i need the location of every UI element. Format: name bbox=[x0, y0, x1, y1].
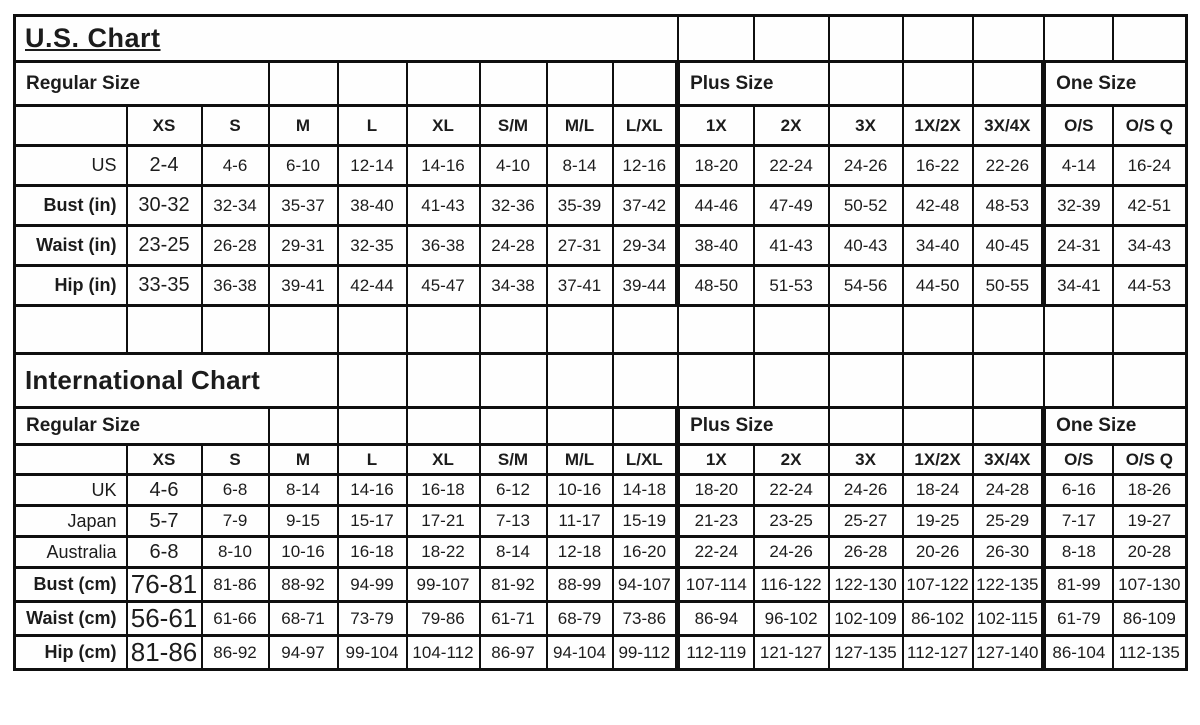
empty-cell bbox=[547, 306, 613, 354]
value-cell: 10-16 bbox=[547, 475, 613, 506]
value-cell: 50-52 bbox=[829, 186, 903, 226]
value-cell: 107-114 bbox=[678, 568, 754, 602]
value-cell: 42-48 bbox=[903, 186, 973, 226]
size-header-3x: 3X bbox=[829, 106, 903, 146]
us-plus-size-label: Plus Size bbox=[678, 62, 829, 106]
empty-cell bbox=[754, 354, 829, 408]
empty-cell bbox=[829, 16, 903, 62]
us-one-size-label: One Size bbox=[1044, 62, 1187, 106]
value-cell: 40-45 bbox=[973, 226, 1044, 266]
value-cell: 40-43 bbox=[829, 226, 903, 266]
value-cell: 44-53 bbox=[1113, 266, 1187, 306]
empty-cell bbox=[829, 354, 903, 408]
size-header-xs: XS bbox=[127, 445, 202, 475]
table-row-hip-in bbox=[15, 266, 1187, 306]
empty-cell bbox=[1113, 16, 1187, 62]
value-cell: 4-10 bbox=[480, 146, 547, 186]
value-cell: 102-109 bbox=[829, 602, 903, 636]
value-cell: 34-38 bbox=[480, 266, 547, 306]
size-header-m: M bbox=[269, 445, 338, 475]
empty-cell bbox=[338, 306, 407, 354]
table-row-us bbox=[15, 146, 1187, 186]
table-row-waist-in bbox=[15, 226, 1187, 266]
value-cell: 35-39 bbox=[547, 186, 613, 226]
value-cell: 61-66 bbox=[202, 602, 269, 636]
empty-cell bbox=[202, 306, 269, 354]
empty-cell bbox=[1113, 354, 1187, 408]
row-label: Hip (in) bbox=[15, 266, 127, 306]
table-row-bust-cm bbox=[15, 568, 1187, 602]
value-cell: 22-26 bbox=[973, 146, 1044, 186]
empty-cell bbox=[973, 16, 1044, 62]
value-cell: 26-30 bbox=[973, 537, 1044, 568]
value-cell: 26-28 bbox=[829, 537, 903, 568]
value-cell: 8-10 bbox=[202, 537, 269, 568]
empty-cell bbox=[1044, 16, 1113, 62]
table-row-uk bbox=[15, 475, 1187, 506]
empty-cell bbox=[829, 408, 903, 445]
value-cell: 7-17 bbox=[1044, 506, 1113, 537]
value-cell: 94-104 bbox=[547, 636, 613, 670]
value-cell: 15-19 bbox=[613, 506, 678, 537]
value-cell: 12-14 bbox=[338, 146, 407, 186]
value-cell: 2-4 bbox=[127, 146, 202, 186]
value-cell: 48-53 bbox=[973, 186, 1044, 226]
value-cell: 35-37 bbox=[269, 186, 338, 226]
value-cell: 81-86 bbox=[202, 568, 269, 602]
value-cell: 30-32 bbox=[127, 186, 202, 226]
empty-cell bbox=[1044, 306, 1113, 354]
value-cell: 51-53 bbox=[754, 266, 829, 306]
empty-cell bbox=[754, 16, 829, 62]
value-cell: 116-122 bbox=[754, 568, 829, 602]
value-cell: 24-26 bbox=[829, 146, 903, 186]
value-cell: 32-35 bbox=[338, 226, 407, 266]
value-cell: 16-22 bbox=[903, 146, 973, 186]
value-cell: 56-61 bbox=[127, 602, 202, 636]
size-header-1x-2x: 1X/2X bbox=[903, 445, 973, 475]
value-cell: 36-38 bbox=[407, 226, 480, 266]
empty-cell bbox=[407, 354, 480, 408]
value-cell: 19-25 bbox=[903, 506, 973, 537]
value-cell: 32-36 bbox=[480, 186, 547, 226]
value-cell: 127-140 bbox=[973, 636, 1044, 670]
value-cell: 8-14 bbox=[269, 475, 338, 506]
value-cell: 96-102 bbox=[754, 602, 829, 636]
value-cell: 79-86 bbox=[407, 602, 480, 636]
value-cell: 6-8 bbox=[127, 537, 202, 568]
international-chart-section bbox=[15, 354, 1187, 670]
value-cell: 99-104 bbox=[338, 636, 407, 670]
row-label: Hip (cm) bbox=[15, 636, 127, 670]
row-label: UK bbox=[15, 475, 127, 506]
value-cell: 86-97 bbox=[480, 636, 547, 670]
empty-cell bbox=[973, 62, 1044, 106]
value-cell: 23-25 bbox=[754, 506, 829, 537]
us-chart-section bbox=[15, 16, 1187, 354]
empty-cell bbox=[547, 62, 613, 106]
empty-cell bbox=[829, 306, 903, 354]
size-header-1x: 1X bbox=[678, 445, 754, 475]
empty-cell bbox=[338, 354, 407, 408]
intl-size-header-row bbox=[15, 445, 1187, 475]
value-cell: 86-94 bbox=[678, 602, 754, 636]
value-cell: 107-122 bbox=[903, 568, 973, 602]
value-cell: 26-28 bbox=[202, 226, 269, 266]
size-header-s-m: S/M bbox=[480, 445, 547, 475]
value-cell: 32-34 bbox=[202, 186, 269, 226]
empty-cell bbox=[903, 354, 973, 408]
empty-cell bbox=[407, 306, 480, 354]
value-cell: 50-55 bbox=[973, 266, 1044, 306]
empty-cell bbox=[1113, 306, 1187, 354]
value-cell: 29-31 bbox=[269, 226, 338, 266]
value-cell: 73-79 bbox=[338, 602, 407, 636]
value-cell: 38-40 bbox=[338, 186, 407, 226]
table-row-australia bbox=[15, 537, 1187, 568]
value-cell: 16-18 bbox=[338, 537, 407, 568]
value-cell: 11-17 bbox=[547, 506, 613, 537]
empty-cell bbox=[480, 354, 547, 408]
value-cell: 54-56 bbox=[829, 266, 903, 306]
empty-cell bbox=[973, 306, 1044, 354]
size-header-s-m: S/M bbox=[480, 106, 547, 146]
empty-cell bbox=[829, 62, 903, 106]
value-cell: 34-41 bbox=[1044, 266, 1113, 306]
intl-plus-size-label: Plus Size bbox=[678, 408, 829, 445]
value-cell: 86-104 bbox=[1044, 636, 1113, 670]
value-cell: 4-14 bbox=[1044, 146, 1113, 186]
size-header-l-xl: L/XL bbox=[613, 106, 678, 146]
value-cell: 4-6 bbox=[127, 475, 202, 506]
value-cell: 22-24 bbox=[754, 475, 829, 506]
size-header-3x: 3X bbox=[829, 445, 903, 475]
value-cell: 122-130 bbox=[829, 568, 903, 602]
size-header-s: S bbox=[202, 445, 269, 475]
empty-cell bbox=[1044, 354, 1113, 408]
value-cell: 42-51 bbox=[1113, 186, 1187, 226]
empty-cell bbox=[903, 408, 973, 445]
value-cell: 45-47 bbox=[407, 266, 480, 306]
size-header-m-l: M/L bbox=[547, 445, 613, 475]
empty-cell bbox=[338, 408, 407, 445]
value-cell: 42-44 bbox=[338, 266, 407, 306]
value-cell: 73-86 bbox=[613, 602, 678, 636]
size-header-l: L bbox=[338, 445, 407, 475]
value-cell: 76-81 bbox=[127, 568, 202, 602]
value-cell: 25-29 bbox=[973, 506, 1044, 537]
empty-cell bbox=[678, 354, 754, 408]
value-cell: 122-135 bbox=[973, 568, 1044, 602]
empty-cell bbox=[407, 62, 480, 106]
value-cell: 88-99 bbox=[547, 568, 613, 602]
value-cell: 112-127 bbox=[903, 636, 973, 670]
value-cell: 39-41 bbox=[269, 266, 338, 306]
value-cell: 17-21 bbox=[407, 506, 480, 537]
value-cell: 44-46 bbox=[678, 186, 754, 226]
value-cell: 37-41 bbox=[547, 266, 613, 306]
value-cell: 41-43 bbox=[754, 226, 829, 266]
value-cell: 14-18 bbox=[613, 475, 678, 506]
row-label: Waist (cm) bbox=[15, 602, 127, 636]
value-cell: 33-35 bbox=[127, 266, 202, 306]
value-cell: 4-6 bbox=[202, 146, 269, 186]
value-cell: 6-8 bbox=[202, 475, 269, 506]
size-header-l-xl: L/XL bbox=[613, 445, 678, 475]
value-cell: 6-10 bbox=[269, 146, 338, 186]
size-header-3x-4x: 3X/4X bbox=[973, 106, 1044, 146]
size-header-3x-4x: 3X/4X bbox=[973, 445, 1044, 475]
value-cell: 27-31 bbox=[547, 226, 613, 266]
value-cell: 37-42 bbox=[613, 186, 678, 226]
table-row-japan bbox=[15, 506, 1187, 537]
intl-one-size-label: One Size bbox=[1044, 408, 1187, 445]
value-cell: 94-99 bbox=[338, 568, 407, 602]
value-cell: 8-18 bbox=[1044, 537, 1113, 568]
value-cell: 20-26 bbox=[903, 537, 973, 568]
value-cell: 14-16 bbox=[338, 475, 407, 506]
table-row-hip-cm bbox=[15, 636, 1187, 670]
value-cell: 19-27 bbox=[1113, 506, 1187, 537]
value-cell: 16-20 bbox=[613, 537, 678, 568]
value-cell: 18-20 bbox=[678, 475, 754, 506]
empty-cell bbox=[15, 306, 127, 354]
value-cell: 81-86 bbox=[127, 636, 202, 670]
value-cell: 38-40 bbox=[678, 226, 754, 266]
value-cell: 16-24 bbox=[1113, 146, 1187, 186]
value-cell: 121-127 bbox=[754, 636, 829, 670]
value-cell: 15-17 bbox=[338, 506, 407, 537]
size-header-o-s: O/S bbox=[1044, 445, 1113, 475]
empty-cell bbox=[547, 408, 613, 445]
size-chart-table bbox=[13, 14, 1188, 671]
value-cell: 104-112 bbox=[407, 636, 480, 670]
value-cell: 24-28 bbox=[973, 475, 1044, 506]
row-label: Japan bbox=[15, 506, 127, 537]
value-cell: 88-92 bbox=[269, 568, 338, 602]
value-cell: 99-107 bbox=[407, 568, 480, 602]
value-cell: 7-9 bbox=[202, 506, 269, 537]
empty-cell bbox=[973, 408, 1044, 445]
value-cell: 86-92 bbox=[202, 636, 269, 670]
us-chart-title: U.S. Chart bbox=[15, 16, 678, 62]
size-header-2x: 2X bbox=[754, 106, 829, 146]
empty-cell bbox=[480, 306, 547, 354]
size-header-m-l: M/L bbox=[547, 106, 613, 146]
value-cell: 7-13 bbox=[480, 506, 547, 537]
size-header-1x-2x: 1X/2X bbox=[903, 106, 973, 146]
us-group-row bbox=[15, 62, 1187, 106]
empty-cell bbox=[480, 62, 547, 106]
value-cell: 112-135 bbox=[1113, 636, 1187, 670]
value-cell: 86-109 bbox=[1113, 602, 1187, 636]
size-header-l: L bbox=[338, 106, 407, 146]
size-header-2x: 2X bbox=[754, 445, 829, 475]
row-label: Australia bbox=[15, 537, 127, 568]
value-cell: 107-130 bbox=[1113, 568, 1187, 602]
value-cell: 24-26 bbox=[829, 475, 903, 506]
size-header-o-s-q: O/S Q bbox=[1113, 445, 1187, 475]
value-cell: 6-16 bbox=[1044, 475, 1113, 506]
empty-cell bbox=[269, 408, 338, 445]
value-cell: 23-25 bbox=[127, 226, 202, 266]
empty-cell bbox=[903, 16, 973, 62]
value-cell: 18-20 bbox=[678, 146, 754, 186]
value-cell: 22-24 bbox=[754, 146, 829, 186]
empty-cell bbox=[973, 354, 1044, 408]
value-cell: 32-39 bbox=[1044, 186, 1113, 226]
value-cell: 8-14 bbox=[547, 146, 613, 186]
empty-cell bbox=[613, 354, 678, 408]
value-cell: 47-49 bbox=[754, 186, 829, 226]
empty-cell bbox=[269, 62, 338, 106]
value-cell: 8-14 bbox=[480, 537, 547, 568]
value-cell: 12-16 bbox=[613, 146, 678, 186]
value-cell: 81-92 bbox=[480, 568, 547, 602]
empty-cell bbox=[338, 62, 407, 106]
value-cell: 9-15 bbox=[269, 506, 338, 537]
intl-regular-size-label: Regular Size bbox=[15, 408, 269, 445]
value-cell: 94-107 bbox=[613, 568, 678, 602]
value-cell: 20-28 bbox=[1113, 537, 1187, 568]
value-cell: 18-24 bbox=[903, 475, 973, 506]
value-cell: 12-18 bbox=[547, 537, 613, 568]
value-cell: 24-31 bbox=[1044, 226, 1113, 266]
value-cell: 48-50 bbox=[678, 266, 754, 306]
empty-cell bbox=[547, 354, 613, 408]
empty-cell bbox=[678, 16, 754, 62]
value-cell: 18-22 bbox=[407, 537, 480, 568]
value-cell: 10-16 bbox=[269, 537, 338, 568]
value-cell: 24-26 bbox=[754, 537, 829, 568]
row-label: Bust (in) bbox=[15, 186, 127, 226]
us-size-header-row bbox=[15, 106, 1187, 146]
value-cell: 112-119 bbox=[678, 636, 754, 670]
empty-cell bbox=[127, 306, 202, 354]
empty-cell bbox=[407, 408, 480, 445]
row-label: Waist (in) bbox=[15, 226, 127, 266]
value-cell: 14-16 bbox=[407, 146, 480, 186]
header-label-spacer bbox=[15, 445, 127, 475]
value-cell: 68-79 bbox=[547, 602, 613, 636]
row-label: US bbox=[15, 146, 127, 186]
intl-group-row bbox=[15, 408, 1187, 445]
value-cell: 41-43 bbox=[407, 186, 480, 226]
value-cell: 29-34 bbox=[613, 226, 678, 266]
size-header-o-s: O/S bbox=[1044, 106, 1113, 146]
value-cell: 24-28 bbox=[480, 226, 547, 266]
value-cell: 94-97 bbox=[269, 636, 338, 670]
empty-cell bbox=[754, 306, 829, 354]
row-label: Bust (cm) bbox=[15, 568, 127, 602]
empty-cell bbox=[613, 408, 678, 445]
intl-chart-title: International Chart bbox=[15, 354, 338, 408]
size-header-xs: XS bbox=[127, 106, 202, 146]
value-cell: 68-71 bbox=[269, 602, 338, 636]
table-row-waist-cm bbox=[15, 602, 1187, 636]
value-cell: 22-24 bbox=[678, 537, 754, 568]
value-cell: 25-27 bbox=[829, 506, 903, 537]
empty-cell bbox=[480, 408, 547, 445]
empty-cell bbox=[269, 306, 338, 354]
empty-cell bbox=[678, 306, 754, 354]
value-cell: 36-38 bbox=[202, 266, 269, 306]
size-header-m: M bbox=[269, 106, 338, 146]
value-cell: 6-12 bbox=[480, 475, 547, 506]
value-cell: 99-112 bbox=[613, 636, 678, 670]
size-header-s: S bbox=[202, 106, 269, 146]
value-cell: 127-135 bbox=[829, 636, 903, 670]
value-cell: 61-71 bbox=[480, 602, 547, 636]
value-cell: 102-115 bbox=[973, 602, 1044, 636]
spacer-row bbox=[15, 306, 1187, 354]
empty-cell bbox=[613, 306, 678, 354]
value-cell: 81-99 bbox=[1044, 568, 1113, 602]
size-header-o-s-q: O/S Q bbox=[1113, 106, 1187, 146]
size-header-xl: XL bbox=[407, 445, 480, 475]
intl-title-row bbox=[15, 354, 1187, 408]
us-regular-size-label: Regular Size bbox=[15, 62, 269, 106]
size-header-1x: 1X bbox=[678, 106, 754, 146]
value-cell: 18-26 bbox=[1113, 475, 1187, 506]
empty-cell bbox=[903, 306, 973, 354]
empty-cell bbox=[613, 62, 678, 106]
value-cell: 16-18 bbox=[407, 475, 480, 506]
empty-cell bbox=[903, 62, 973, 106]
value-cell: 34-43 bbox=[1113, 226, 1187, 266]
value-cell: 34-40 bbox=[903, 226, 973, 266]
size-header-xl: XL bbox=[407, 106, 480, 146]
value-cell: 5-7 bbox=[127, 506, 202, 537]
us-title-row bbox=[15, 16, 1187, 62]
value-cell: 44-50 bbox=[903, 266, 973, 306]
value-cell: 61-79 bbox=[1044, 602, 1113, 636]
value-cell: 86-102 bbox=[903, 602, 973, 636]
value-cell: 21-23 bbox=[678, 506, 754, 537]
value-cell: 39-44 bbox=[613, 266, 678, 306]
table-row-bust-in bbox=[15, 186, 1187, 226]
header-label-spacer bbox=[15, 106, 127, 146]
